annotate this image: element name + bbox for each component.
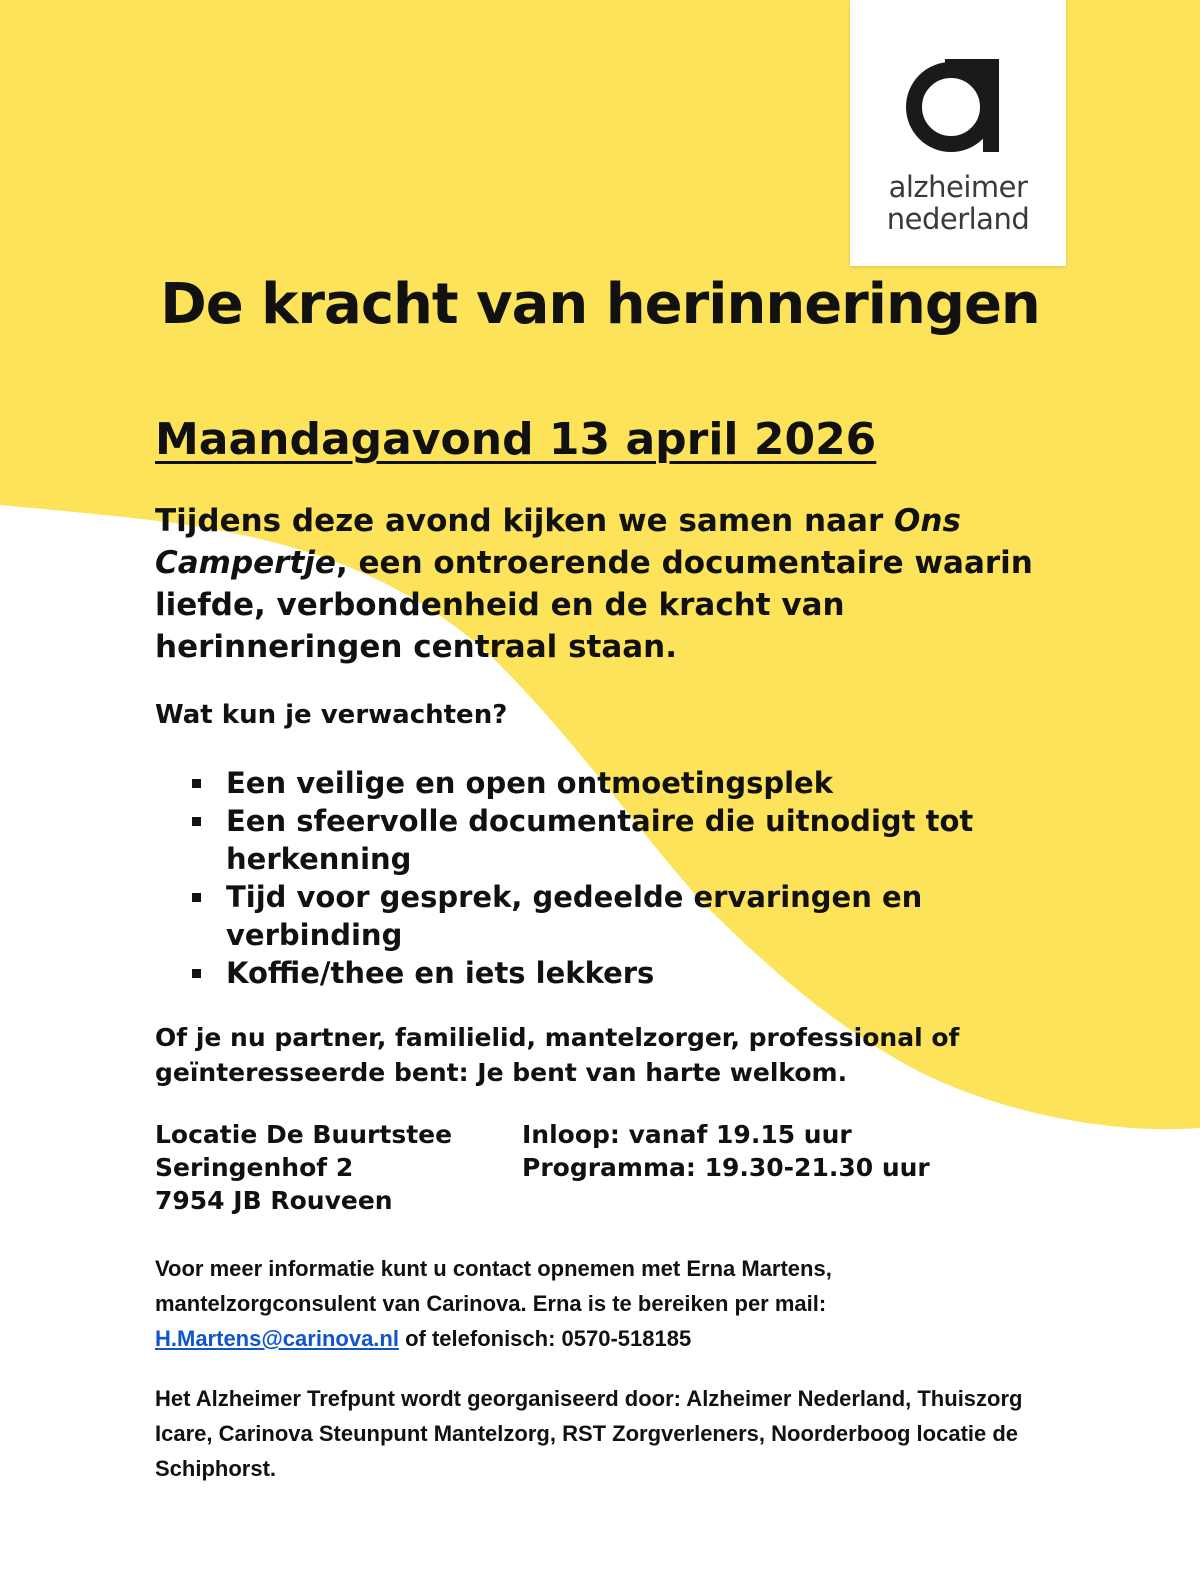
contact-text: Voor meer informatie kunt u contact opnemen met Erna Martens, mantelzorgconsulent van Carinova. Erna is te bereiken per mail: xyxy=(155,1256,832,1316)
square-bullet-icon xyxy=(192,969,201,978)
square-bullet-icon xyxy=(192,893,201,902)
event-times xyxy=(522,1118,930,1184)
logo-text-alzheimer: alzheimer xyxy=(888,170,1028,204)
program-time: Programma: 19.30-21.30 uur xyxy=(522,1153,930,1182)
phone-text: of telefonisch: 0570-518185 xyxy=(398,1326,692,1351)
location-city: 7954 JB Rouveen xyxy=(155,1186,393,1215)
square-bullet-icon xyxy=(192,817,201,826)
event-date: Maandagavond 13 april 2026 xyxy=(155,414,877,465)
logo-text-nederland: nederland xyxy=(886,202,1030,236)
organizers-paragraph: Het Alzheimer Trefpunt wordt georganiseerd door: Alzheimer Nederland, Thuiszorg Icare, Carinova Steunpunt Mantelzorg, RST Zorgverleners, Noorderboog locatie de Schiphorst. xyxy=(155,1386,1023,1481)
intro-text-after: , een ontroerende documentaire waarin liefde, verbondenheid en de kracht van herinneringen centraal staan. xyxy=(155,545,1033,665)
page-title: De kracht van herinneringen xyxy=(160,272,1040,337)
intro-text-before: Tijdens deze avond kijken we samen naar xyxy=(155,503,895,539)
walk-in-time: Inloop: vanaf 19.15 uur xyxy=(522,1120,852,1149)
contact-paragraph xyxy=(155,1251,1055,1356)
list-item: Tijd voor gesprek, gedeelde ervaringen en verbinding xyxy=(190,878,1010,954)
film-title: Ons Campertje xyxy=(155,503,961,581)
list-item: Een veilige en open ontmoetingsplek xyxy=(190,764,1010,802)
list-item: Koffie/thee en iets lekkers xyxy=(190,954,1010,992)
location-address xyxy=(155,1118,452,1217)
list-item: Een sfeervolle documentaire die uitnodigt tot herkenning xyxy=(190,802,1010,878)
expectation-list xyxy=(190,764,1010,992)
expect-heading: Wat kun je verwachten? xyxy=(155,700,508,730)
intro-paragraph xyxy=(155,500,1055,668)
location-street: Seringenhof 2 xyxy=(155,1153,354,1182)
square-bullet-icon xyxy=(192,779,201,788)
email-link[interactable]: H.Martens@carinova.nl xyxy=(155,1326,399,1351)
location-name: Locatie De Buurtstee xyxy=(155,1120,453,1149)
welcome-paragraph: Of je nu partner, familielid, mantelzorger, professional of geïnteresseerde bent: Je bent van harte welkom. xyxy=(155,1023,960,1087)
